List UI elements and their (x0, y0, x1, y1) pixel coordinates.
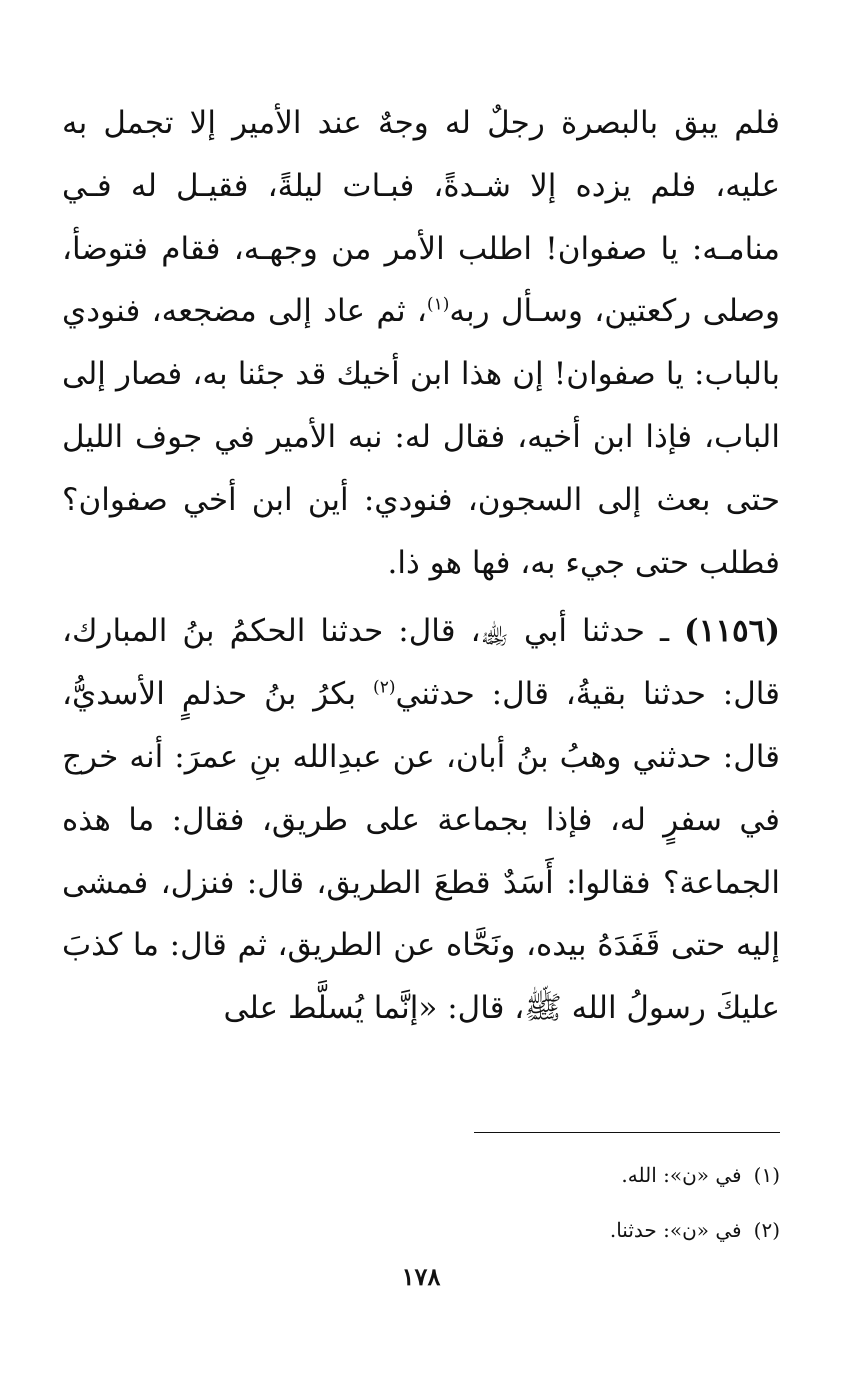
footnote-text: في «ن»: الله. (621, 1163, 742, 1187)
paragraph-1 (62, 92, 780, 594)
footnote-marker: (٢) (753, 1218, 780, 1242)
book-page (62, 92, 780, 1362)
page-number: ١٧٨ (401, 1262, 441, 1291)
main-text (62, 92, 780, 1040)
paragraph-1-continuation: ، ثم عاد إلى مضجعه، فنودي بالباب: يا صفوان! إن هذا ابن أخيك قد جئنا به، فصار إلى الباب، فإذا ابن أخيه، فقال له: نبه الأمير في جوف الليل حتى بعث إلى السجون، فنودي: أين ابن أخي صفوان؟ فطلب حتى جيء به، فها هو ذا. (62, 293, 780, 581)
paragraph-2-text-b: بكرُ بنُ حذلمٍ الأسديُّ، قال: حدثني وهبُ بنُ أبان، عن عبدِالله بنِ عمرَ: أنه خرج في سفرٍ له، فإذا بجماعة على طريق، فقال: ما هذه الجماعة؟ فقالوا: أَسَدٌ قطعَ الطريق، قال: فنزل، فمشى إليه حتى قَفَدَهُ بيده، ونَحَّاه عن الطريق، ثم قال: ما كذبَ عليكَ رسولُ الله ﷺ، قال: «إنَّما يُسلَّط على (62, 676, 780, 1027)
footnote-2 (62, 1203, 780, 1258)
paragraph-2 (62, 600, 780, 1040)
paragraph-2-text-a: ـ حدثنا أبي ﵀، قال: حدثنا الحكمُ بنُ المبارك، قال: حدثنا بقيةُ، قال: حدثني (62, 613, 780, 713)
footnote-marker: (١) (753, 1163, 780, 1187)
footnote-ref-1: (١) (426, 295, 450, 316)
footnote-ref-2: (٢) (373, 677, 396, 698)
paragraph-1-text: فلم يبق بالبصرة رجلٌ له وجهٌ عند الأمير إلا تجمل به عليه، فلم يزده إلا شـدةً، فبـات ليلةً، فقيـل له فـي منامـه: يا صفوان! اطلب الأمر من وجهـه، فقام فتوضأ، وصلى ركعتين، وسـأل ربه (62, 105, 780, 330)
hadith-number: (١١٥٦) (684, 613, 780, 650)
footnote-1 (62, 1148, 780, 1203)
footnote-divider (474, 1132, 780, 1133)
footnote-text: في «ن»: حدثنا. (609, 1218, 742, 1242)
footnotes (62, 1148, 780, 1258)
